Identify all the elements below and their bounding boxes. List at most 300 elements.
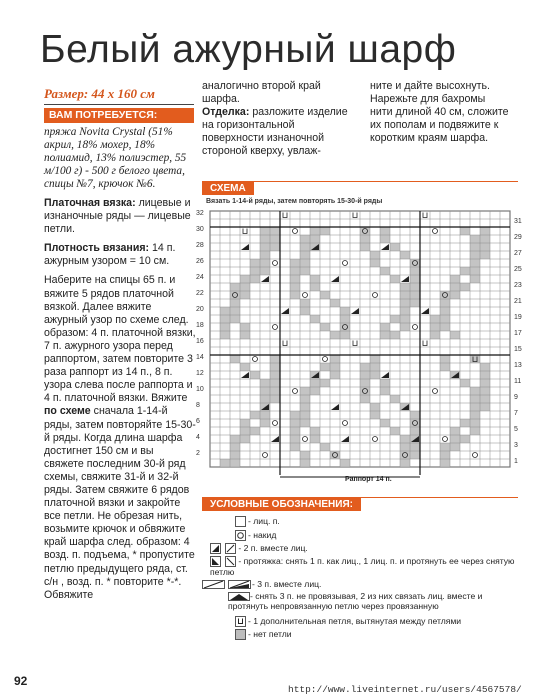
no-stitch-cell [290,267,300,275]
no-stitch-cell [340,331,350,339]
garter-paragraph [44,197,196,236]
no-stitch-cell [410,451,420,459]
no-stitch-cell [240,323,250,331]
no-stitch-cell [270,371,280,379]
size-divider [44,104,194,105]
no-stitch-cell [440,299,450,307]
no-stitch-cell [370,371,380,379]
no-stitch-cell [270,243,280,251]
no-stitch-cell [260,419,270,427]
no-stitch-cell [290,435,300,443]
no-stitch-cell [450,291,460,299]
yarn-over-mark [413,261,418,266]
no-stitch-cell [390,331,400,339]
no-stitch-cell [380,331,390,339]
scheme-section-bar [202,181,518,195]
no-stitch-cell [300,395,310,403]
no-stitch-cell [440,299,450,307]
legend-header: УСЛОВНЫЕ ОБОЗНАЧЕНИЯ: [202,498,361,511]
no-stitch-cell [400,283,410,291]
legend-item [235,530,276,541]
no-stitch-cell [240,283,250,291]
no-stitch-cell [300,395,310,403]
no-stitch-cell [390,275,400,283]
decrease-mark [261,404,269,410]
yarn-over-mark [263,453,268,458]
no-stitch-cell [440,323,450,331]
no-stitch-cell [440,307,450,315]
no-stitch-cell [250,267,260,275]
no-stitch-cell [240,435,250,443]
no-stitch-cell [220,315,230,323]
yarn-over-mark [343,421,348,426]
no-stitch-cell [230,291,240,299]
yarn-over-mark [253,357,258,362]
no-stitch-cell [230,299,240,307]
no-stitch-cell [300,419,310,427]
no-stitch-cell [440,291,450,299]
scheme-header: СХЕМА [202,182,254,195]
no-stitch-cell [360,371,370,379]
rapport-label: Раппорт 14 п. [345,476,392,483]
row-number-left: 16 [196,338,204,345]
no-stitch-cell [480,243,490,251]
yarn-over-mark [363,389,368,394]
no-stitch-cell [230,307,240,315]
no-stitch-cell [390,427,400,435]
gauge-text: 14 п. ажурным узором = 10 см. [44,242,176,268]
sk3-icon [228,592,250,601]
make-one-mark [353,341,357,346]
no-stitch-cell [340,315,350,323]
k2tog-icon [225,543,236,554]
decrease-mark [451,372,459,378]
row-number-left: 2 [196,450,200,457]
no-stitch-cell [260,251,270,259]
row-number-right: 5 [514,426,518,433]
no-stitch-cell [240,427,250,435]
decrease-mark [411,436,419,442]
no-stitch-cell [230,459,240,467]
no-stitch-cell [370,251,380,259]
no-stitch-cell [370,355,380,363]
yarn-over-mark [273,261,278,266]
no-stitch-cell [270,355,280,363]
no-stitch-cell [270,395,280,403]
no-stitch-cell [290,283,300,291]
no-stitch-cell [300,459,310,467]
row-number-left: 10 [196,386,204,393]
no-stitch-cell [440,451,450,459]
decrease-mark [281,308,289,314]
no-stitch-cell [410,411,420,419]
instructions-paragraph [44,274,196,601]
no-stitch-cell [370,403,380,411]
no-stitch-cell [370,363,380,371]
no-stitch-cell [230,283,240,291]
no-stitch-cell [220,323,230,331]
no-stitch-cell [250,427,260,435]
row-number-left: 8 [196,402,200,409]
no-stitch-cell [360,363,370,371]
no-stitch-cell [410,275,420,283]
no-stitch-cell [370,355,380,363]
no-stitch-cell [290,411,300,419]
no-stitch-cell [430,331,440,339]
yarn-over-mark [273,421,278,426]
legend-item [235,516,280,527]
no-stitch-cell [310,371,320,379]
no-stitch-cell [300,307,310,315]
yarn-over-mark [443,293,448,298]
no-stitch-cell [240,291,250,299]
decrease-mark [271,436,279,442]
no-stitch-cell [480,251,490,259]
no-stitch-cell [460,267,470,275]
no-stitch-cell [310,227,320,235]
no-stitch-cell [270,379,280,387]
no-stitch-cell [260,403,270,411]
yarn-over-mark [293,229,298,234]
no-stitch-cell [300,299,310,307]
no-stitch-cell [250,371,260,379]
no-stitch-cell [290,291,300,299]
no-stitch-cell [440,459,450,467]
no-stitch-cell [460,283,470,291]
row-number-left: 22 [196,290,204,297]
no-stitch-cell [260,403,270,411]
row-number-right: 21 [514,298,522,305]
yarn-over-mark [303,293,308,298]
no-stitch-cell [480,363,490,371]
no-stitch-cell [270,387,280,395]
make-one-mark [353,213,357,218]
legend-section-bar [202,497,518,511]
text-column-2 [202,80,354,159]
k2tog-dark-icon [210,543,221,554]
no-stitch-cell [410,435,420,443]
decrease-mark [341,436,349,442]
no-stitch-cell [230,355,240,363]
gauge-label: Плотность вязания: [44,242,150,255]
no-stitch-cell [230,299,240,307]
row-number-right: 13 [514,362,522,369]
no-stitch-cell [430,315,440,323]
no-stitch-cell [460,227,470,235]
legend-text: - лиц. п. [248,516,280,526]
no-stitch-cell [440,315,450,323]
yarn-over-mark [413,325,418,330]
row-number-left: 32 [196,210,204,217]
no-stitch-cell [300,387,310,395]
no-stitch-cell [480,403,490,411]
row-number-left: 4 [196,434,200,441]
yarn-over-mark [323,357,328,362]
materials-text: пряжа Novita Crystal (51% акрил, 18% мохер, 18% полиамид, 13% полиэстер, 55 м/100 г) - 500 г белого цвета, спицы №7, крючок №6. [44,126,187,190]
row-number-right: 27 [514,250,522,257]
make-one-mark [423,213,427,218]
no-stitch-cell [380,235,390,243]
no-stitch-cell [260,259,270,267]
no-stitch-cell [480,235,490,243]
no-stitch-cell [330,451,340,459]
row-number-right: 1 [514,458,518,465]
no-stitch-cell [460,435,470,443]
no-stitch-cell [230,443,240,451]
no-stitch-cell [470,243,480,251]
no-stitch-cell [300,403,310,411]
yarn-over-mark [473,453,478,458]
instructions-bold: по схеме [44,405,91,418]
no-stitch-cell [360,387,370,395]
no-stitch-cell [270,227,280,235]
no-stitch-cell [410,267,420,275]
no-stitch-cell [470,411,480,419]
legend-text: - накид [248,530,277,540]
no-stitch-cell [400,459,410,467]
no-stitch-cell [400,251,410,259]
no-stitch-cell [260,387,270,395]
no-stitch-cell [260,267,270,275]
no-stitch-cell [410,291,420,299]
row-number-right: 25 [514,266,522,273]
make-one-mark [283,341,287,346]
no-stitch-cell [260,243,270,251]
instructions-text-2: сначала 1-14-й ряды, затем повторяйте 15-30-й ряды. Когда длина шарфа достигнет 150 см и вы свяжете последним 30-й ряд схемы, свяжите 31-й и 32-й ряды. Затем свяжите 6 рядов платочной вязки и закройте все петли. Не обрезая нить, возьмите крючок и обвяжите край шарфа след. образом: 4 возд. п. подъема, * пропустите петлю предыдущего ряда, ст. с/н , возд. п. * повторите *-*. Обвяжите [44,405,196,601]
row-number-right: 19 [514,314,522,321]
no-stitch-cell [300,259,310,267]
chart-caption: Вязать 1-14-й ряды, затем повторять 15-30-й ряды [206,198,383,205]
no-stitch-cell [220,307,230,315]
make-one-mark [243,229,247,234]
decrease-mark [401,404,409,410]
no-stitch-cell [340,459,350,467]
no-stitch-cell [470,275,480,283]
no-stitch-cell [320,227,330,235]
legend-item [235,616,461,627]
instructions-text-1: Наберите на спицы 65 п. и вяжите 5 рядов платочной вязкой. Далее вяжите ажурный узор по схеме след. образом: 4 п. платочной вязки, 7 п. ажурного узора перед раппортом, затем повторите 3 раза раппорт из 14 п., 8 п. узора слева после раппорта и 4 п. платочной вязки. Вяжите [44,274,196,405]
no-stitch-cell [390,243,400,251]
no-stitch-cell [320,379,330,387]
materials-header: ВАМ ПОТРЕБУЕТСЯ: [44,108,194,123]
row-number-right: 31 [514,218,522,225]
no-stitch-cell [430,323,440,331]
no-stitch-cell [310,387,320,395]
yarn-over-mark [273,325,278,330]
no-stitch-cell [450,443,460,451]
no-stitch-cell [310,427,320,435]
knit-stitch-icon [235,516,246,527]
no-stitch-cell [330,331,340,339]
decrease-mark [351,308,359,314]
no-stitch-cell [410,283,420,291]
no-stitch-cell [410,419,420,427]
no-stitch-cell [480,379,490,387]
k3tog-icon [202,580,252,589]
no-stitch-cell [400,443,410,451]
row-number-right: 3 [514,442,518,449]
legend-item [235,629,292,640]
no-stitch-cell [380,227,390,235]
no-stitch-cell [440,363,450,371]
no-stitch-cell [290,275,300,283]
no-stitch-cell [310,275,320,283]
no-stitch-cell [470,403,480,411]
no-stitch-cell [300,267,310,275]
no-stitch-cell [470,419,480,427]
no-stitch-cell [310,283,320,291]
row-number-right: 17 [514,330,522,337]
text-column-1 [44,126,196,608]
row-number-right: 15 [514,346,522,353]
no-stitch-cell [400,291,410,299]
no-stitch-cell [300,403,310,411]
no-stitch-cell [320,443,330,451]
no-stitch-cell [470,235,480,243]
no-stitch-cell [480,387,490,395]
ssk-icon [225,556,236,567]
no-stitch-cell [340,307,350,315]
decrease-mark [311,372,319,378]
row-number-left: 6 [196,418,200,425]
legend-item [228,591,520,611]
no-stitch-cell [260,395,270,403]
no-stitch-cell [320,363,330,371]
yarn-over-mark [403,453,408,458]
no-stitch-cell [440,443,450,451]
decrease-mark [311,244,319,250]
size-label: Размер: 44 х 160 см [44,86,155,101]
no-stitch-cell [270,363,280,371]
row-number-left: 14 [196,354,204,361]
no-stitch-cell [310,435,320,443]
decrease-mark [421,308,429,314]
col3-text: ните и дайте высохнуть. Нарежьте для бахромы нити длиной 40 см, сложите их пополам и подвяжите к коротким краям шарфа. [370,80,509,145]
no-stitch-cell [330,371,340,379]
garter-text: лицевые и изнаночные ряды — лицевые петли. [44,197,191,236]
yarn-over-icon [235,530,246,541]
no-stitch-cell [300,251,310,259]
yarn-over-mark [233,293,238,298]
no-stitch-cell [390,315,400,323]
no-stitch-cell [250,259,260,267]
col2-text: аналогично второй край шарфа. [202,80,321,106]
no-stitch-cell [230,451,240,459]
page-title: Белый ажурный шарф [40,28,457,71]
decrease-mark [331,276,339,282]
row-number-left: 18 [196,322,204,329]
no-stitch-cell [400,403,410,411]
no-stitch-cell [270,235,280,243]
legend-text: - нет петли [248,629,292,639]
no-stitch-cell [470,259,480,267]
no-stitch-cell [250,275,260,283]
yarn-over-mark [333,453,338,458]
no-stitch-cell [300,411,310,419]
no-stitch-cell [320,323,330,331]
no-stitch-cell [400,307,410,315]
no-stitch-cell [380,419,390,427]
decrease-mark [381,244,389,250]
gauge-paragraph [44,242,196,268]
no-stitch-cell [260,411,270,419]
decrease-mark [241,372,249,378]
no-stitch-cell [400,323,410,331]
no-stitch-cell [440,355,450,363]
yarn-over-mark [293,389,298,394]
make-one-icon [235,616,246,627]
no-stitch-cell [450,371,460,379]
no-stitch-cell [300,243,310,251]
legend-item [210,556,518,577]
no-stitch-cell [440,307,450,315]
finishing-label: Отделка: [202,106,250,119]
no-stitch-cell [410,299,420,307]
garter-label: Платочная вязка: [44,197,136,209]
no-stitch-cell [340,323,350,331]
no-stitch-cell [470,259,480,267]
no-stitch-cell [400,451,410,459]
no-stitch-cell [240,275,250,283]
no-stitch-cell [450,275,460,283]
decrease-mark [381,372,389,378]
no-stitch-cell [230,451,240,459]
no-stitch-cell [300,251,310,259]
no-stitch-cell [310,379,320,387]
row-number-left: 26 [196,258,204,265]
no-stitch-cell [300,235,310,243]
no-stitch-cell [480,395,490,403]
source-url: http://www.liveinternet.ru/users/4567578/ [288,684,522,695]
decrease-mark [401,276,409,282]
legend-text: - протяжка: снять 1 п. как лиц., 1 лиц. п. и протянуть ее через снятую петлю [210,556,515,578]
row-number-left: 30 [196,226,204,233]
no-stitch-cell [400,459,410,467]
no-stitch-cell [260,235,270,243]
make-one-mark [423,341,427,346]
no-stitch-cell [250,411,260,419]
no-stitch-cell [330,363,340,371]
row-number-right: 7 [514,410,518,417]
yarn-over-mark [373,293,378,298]
yarn-over-mark [343,325,348,330]
ssk-dark-icon [210,556,221,567]
row-number-left: 24 [196,274,204,281]
no-stitch-cell [290,419,300,427]
text-column-3 [370,80,510,145]
no-stitch-cell [240,419,250,427]
row-number-right: 9 [514,394,518,401]
no-stitch-cell [450,283,460,291]
no-stitch-cell [380,267,390,275]
no-stitch-cell [360,379,370,387]
no-stitch-cell [470,355,480,363]
no-stitch-cell [260,227,270,235]
legend-text: - 2 п. вместе лиц. [238,543,308,553]
no-stitch-cell [400,299,410,307]
no-stitch-cell [240,363,250,371]
no-stitch-cell [470,267,480,275]
no-stitch-cell [230,315,240,323]
no-stitch-cell [400,435,410,443]
decrease-mark [331,404,339,410]
no-stitch-cell [370,259,380,267]
make-one-mark [473,357,477,362]
no-stitch-cell [470,251,480,259]
no-stitch-cell [330,299,340,307]
no-stitch-cell [450,427,460,435]
no-stitch-cell [310,243,320,251]
